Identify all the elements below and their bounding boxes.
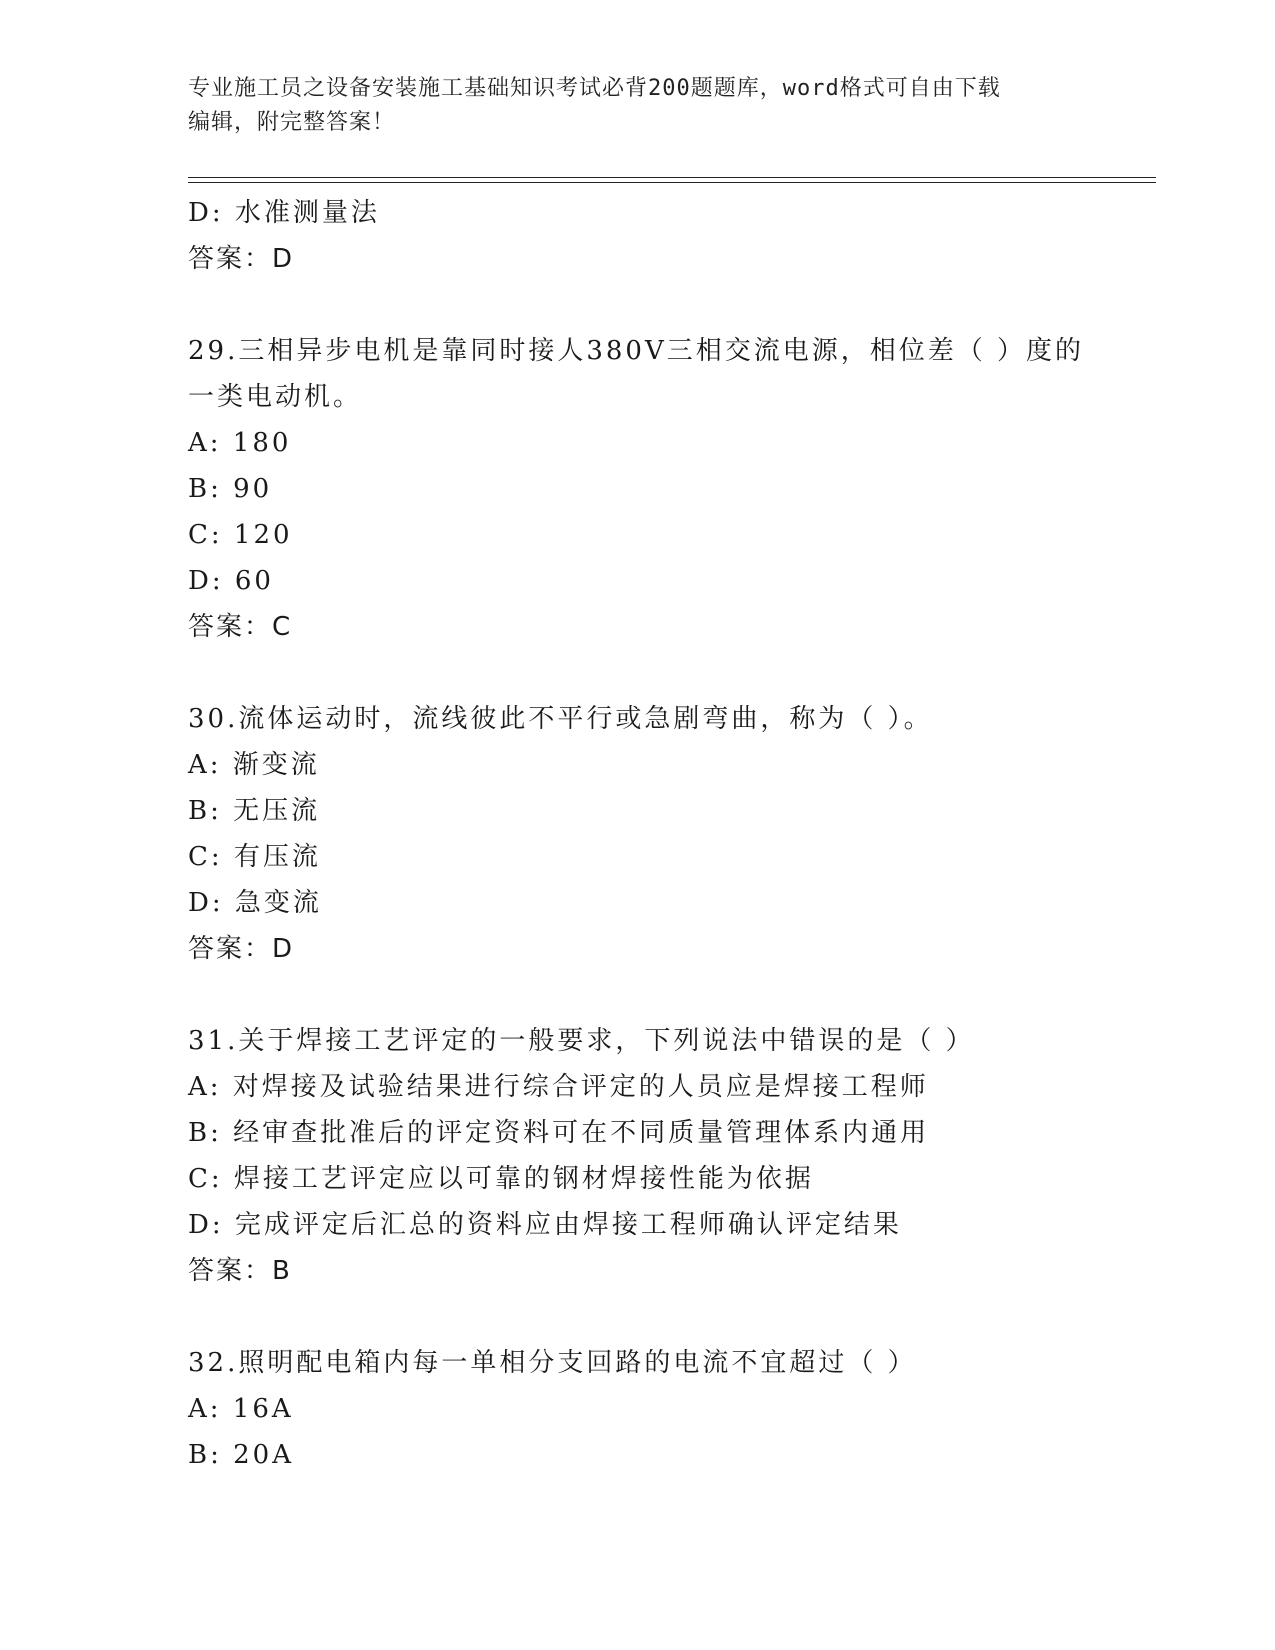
answer: 答案：C <box>188 612 293 642</box>
option-d: D: 60 <box>188 566 274 596</box>
spacer <box>188 282 1088 328</box>
header-divider-bottom <box>188 182 1156 183</box>
answer: 答案：D <box>188 934 295 964</box>
header-line-2: 编辑，附完整答案！ <box>188 110 396 135</box>
question-29-stem: 29.三相异步电机是靠同时接人380V三相交流电源，相位差（ ）度的 <box>188 336 1085 366</box>
answer: 答案：B <box>188 1256 292 1286</box>
option-b: B: 20A <box>188 1440 294 1470</box>
question-30-stem: 30.流体运动时，流线彼此不平行或急剧弯曲，称为（ ）。 <box>188 704 933 734</box>
option-d: D: 急变流 <box>188 888 322 918</box>
spacer <box>188 650 1088 696</box>
option-c: C: 120 <box>188 520 293 550</box>
option-d: D: 水准测量法 <box>188 198 380 228</box>
option-a: A: 180 <box>188 428 292 458</box>
question-32-stem: 32.照明配电箱内每一单相分支回路的电流不宜超过（ ） <box>188 1348 917 1378</box>
option-d: D: 完成评定后汇总的资料应由焊接工程师确认评定结果 <box>188 1210 902 1240</box>
option-b: B: 无压流 <box>188 796 321 826</box>
question-list <box>188 190 1088 1478</box>
question-31-stem: 31.关于焊接工艺评定的一般要求，下列说法中错误的是（ ） <box>188 1026 975 1056</box>
option-a: A: 渐变流 <box>188 750 320 780</box>
header-line-1: 专业施工员之设备安装施工基础知识考试必背200题题库，word格式可自由下载 <box>188 76 1001 101</box>
spacer <box>188 1294 1088 1340</box>
question-29-stem-cont: 一类电动机。 <box>188 382 363 412</box>
option-a: A: 16A <box>188 1394 294 1424</box>
spacer <box>188 972 1088 1018</box>
option-b: B: 经审查批准后的评定资料可在不同质量管理体系内通用 <box>188 1118 930 1148</box>
document-header <box>188 72 1088 140</box>
option-a: A: 对焊接及试验结果进行综合评定的人员应是焊接工程师 <box>188 1072 929 1102</box>
option-b: B: 90 <box>188 474 273 504</box>
option-c: C: 焊接工艺评定应以可靠的钢材焊接性能为依据 <box>188 1164 814 1194</box>
answer: 答案：D <box>188 244 295 274</box>
header-divider-top <box>188 177 1156 178</box>
option-c: C: 有压流 <box>188 842 321 872</box>
